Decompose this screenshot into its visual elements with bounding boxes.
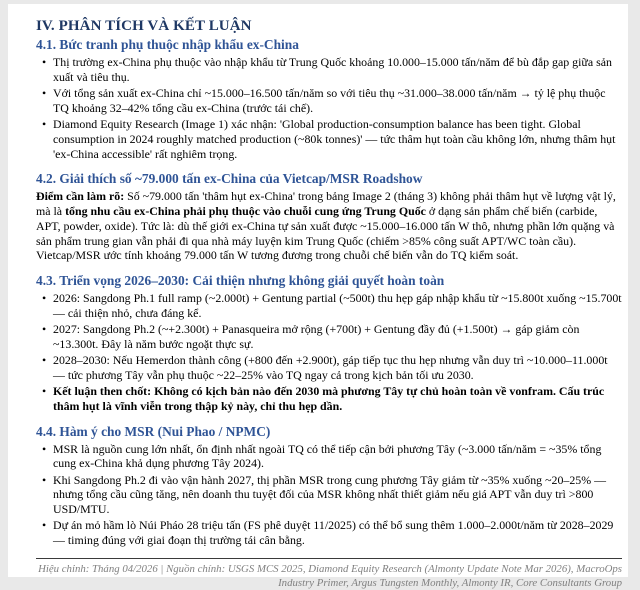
text-run: Diamond Equity Research (Image 1) xác nhận: 'Global production-consumption balance has been tight. Global consumption in 2024 roughly matched production (~80k tonnes)' — tức thâm hụt toàn cầu không lớn, nhưng thâm hụt 'ex-China accessible' rất nghiêm trọng. bbox=[53, 117, 616, 161]
sections bbox=[36, 37, 622, 548]
footer-source-note: Hiệu chỉnh: Tháng 04/2026 | Nguồn chính: USGS MCS 2025, Diamond Equity Research (Almonty Update Note Mar 2026), MacroOps Industry Primer, Argus Tungsten Monthly, Almonty IR, Core Consultants Group bbox=[36, 558, 622, 590]
bullet-item bbox=[36, 518, 622, 548]
section-4-3 bbox=[36, 273, 622, 414]
text-run: 2026: Sangdong Ph.1 full ramp (~2.000t) + Gentung partial (~500t) thu hẹp gáp nhập khẩu từ ~15.800t xuống ~15.700t — cải thiện nhỏ, chưa đáng kể. bbox=[53, 291, 622, 320]
text-run: Khi Sangdong Ph.2 đi vào vận hành 2027, thị phần MSR trong cung phương Tây giảm từ ~35% xuống ~20–25% — nhưng tổng cầu cũng tăng, nên doanh thu tuyệt đối của MSR không nhất thiết giảm nếu giá APT vẫn duy trì >800 USD/MTU. bbox=[53, 472, 606, 516]
section-heading-4-1: 4.1. Bức tranh phụ thuộc nhập khẩu ex-China bbox=[36, 37, 299, 52]
bold-text-run: Điểm cần làm rõ: bbox=[36, 189, 125, 204]
section-4-2 bbox=[36, 171, 622, 263]
text-run: ở dạng sản phẩm chế biến (carbide, APT, powder, oxide). Tức là: dù thế giới ex-China tự sản xuất được ~15.000–16.000 tấn W thô, nhưng phần lớn quặng và sản phẩm trung gian vẫn phải đi qua nhà máy luyện kim Trung Quốc (chiếm >85% công suất APT/WC toàn cầu). Vietcap/MSR ước tính khoảng 79.000 tấn W tương đương trong chuỗi chế biến vẫn do TQ kiểm soát. bbox=[36, 204, 615, 263]
bullet-item bbox=[36, 353, 622, 383]
text-run: Số ~79.000 tấn 'thâm hụt ex-China' trong bảng Image 2 (tháng 3) không phải thâm hụt về lượng vật lý, mà là bbox=[36, 189, 616, 218]
page-title: IV. PHÂN TÍCH VÀ KẾT LUẬN bbox=[36, 18, 252, 34]
section-4-1 bbox=[36, 37, 622, 161]
bullet-item bbox=[36, 384, 622, 414]
bold-text-run: tổng nhu cầu ex-China phải phụ thuộc vào chuỗi cung ứng Trung Quốc bbox=[65, 204, 426, 218]
section-heading-4-4: 4.4. Hàm ý cho MSR (Nui Phao / NPMC) bbox=[36, 423, 271, 439]
section-heading-4-2: 4.2. Giải thích số ~79.000 tấn ex-China của Vietcap/MSR Roadshow bbox=[36, 171, 423, 187]
text-run: 2028–2030: Nếu Hemerdon thành công (+800 đến +2.900t), gáp tiếp tục thu hẹp nhưng vẫn duy trì ~10.000–11.000t — tức phương Tây vẫn phụ thuộc ~22–25% vào TQ ngay cả trong kịch bản tối ưu 2030. bbox=[53, 353, 608, 382]
bullet-item bbox=[36, 322, 622, 352]
paragraph bbox=[36, 189, 622, 263]
text-run: Thị trường ex-China phụ thuộc vào nhập khẩu từ Trung Quốc khoảng 10.000–15.000 tấn/năm để bù đắp gap giữa sản xuất và tiêu thụ. bbox=[53, 55, 612, 84]
text-run: 2027: Sangdong Ph.2 (~+2.300t) + Panasqueira mở rộng (+700t) + Gentung đầy đủ (+1.500t) → gáp giảm còn ~13.300t. Đây là năm bước ngoặt thực sự. bbox=[53, 322, 580, 351]
bullet-item bbox=[36, 473, 622, 517]
text-run: Với tổng sản xuất ex-China chỉ ~15.000–16.500 tấn/năm so với tiêu thụ ~31.000–38.000 tấn/năm → tỷ lệ phụ thuộc TQ khoảng 32–42% tổng cầu ex-China (trước tái chế). bbox=[53, 86, 606, 115]
text-run: MSR là nguồn cung lớn nhất, ổn định nhất ngoài TQ có thể tiếp cận bởi phương Tây (~3.000 tấn/năm = ~35% tổng cung ex-China khả dụng phương Tây 2024). bbox=[53, 441, 602, 471]
text-run: Dự án mỏ hầm lò Núi Pháo 28 triệu tấn (FS phê duyệt 11/2025) có thể bổ sung thêm 1.000–2.000t/năm từ 2028–2029 — timing đúng với giai đoạn thị trường tái cân bằng. bbox=[53, 518, 614, 547]
bullet-item bbox=[36, 117, 622, 161]
bullet-item bbox=[36, 86, 622, 116]
bold-text-run: Kết luận then chốt: Không có kịch bản nào đến 2030 mà phương Tây tự chủ hoàn toàn về vonfram. Cấu trúc thâm hụt là vĩnh viễn trong thập kỷ này, chỉ thu hẹp dần. bbox=[53, 384, 605, 413]
bullet-item bbox=[36, 291, 622, 321]
section-heading-4-3: 4.3. Triển vọng 2026–2030: Cải thiện nhưng không giải quyết hoàn toàn bbox=[36, 273, 445, 288]
bullet-item bbox=[36, 442, 622, 472]
section-4-4 bbox=[36, 424, 622, 548]
document-page bbox=[8, 4, 628, 589]
bullet-item bbox=[36, 55, 622, 85]
